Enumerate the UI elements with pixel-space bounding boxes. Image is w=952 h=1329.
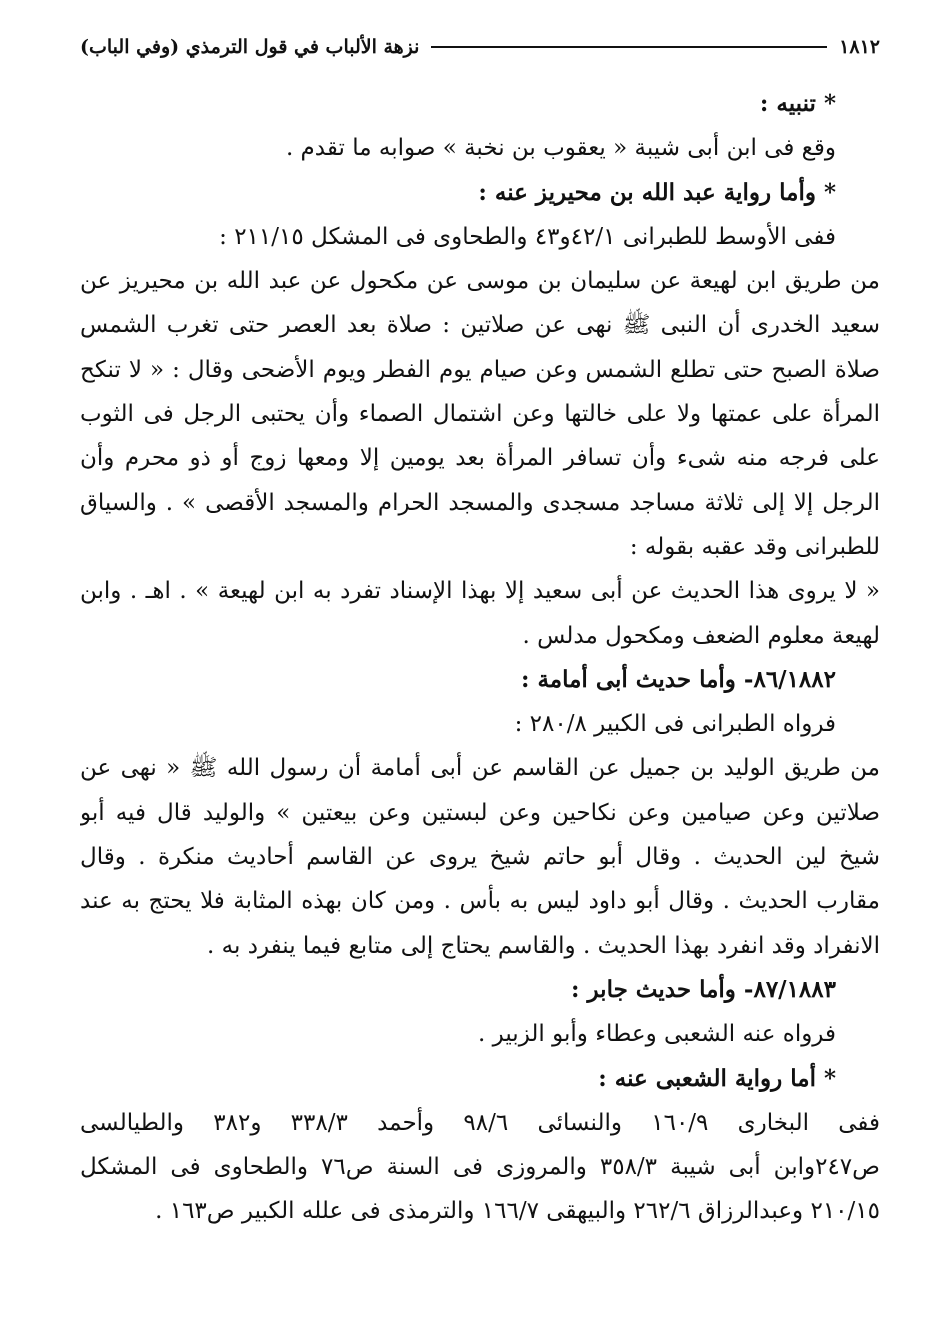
text-line: ٢١٠/١٥ وعبدالرزاق ٢٦٢/٦ والبيهقى ١٦٦/٧ والترمذى فى علله الكبير ص١٦٣ . <box>155 1198 880 1225</box>
text-line: ص٢٤٧وابن أبى شيبة ٣٥٨/٣ والمروزى فى السنة ص٧٦ والطحاوى فى المشكل <box>80 1154 880 1181</box>
text-line: وقع فى ابن أبى شيبة « يعقوب بن نخبة » صوابه ما تقدم . <box>285 135 836 162</box>
text-line: صلاة الصبح حتى تطلع الشمس وعن صيام يوم الفطر ويوم الأضحى وقال : « لا تنكح <box>80 356 880 383</box>
text-line: فرواه الطبرانى فى الكبير ٢٨٠/٨ : <box>514 711 836 738</box>
section-heading: * أما رواية الشعبى عنه : <box>598 1064 836 1092</box>
text-line: صلاتين وعن صيامين وعن نكاحين وعن لبستين وعن بيعتين » والوليد قال فيه أبو <box>80 799 880 826</box>
page-number: ١٨١٢ <box>839 36 880 58</box>
text-line: المرأة على عمتها ولا على خالتها وعن اشتمال الصماء وأن يحتبى الرجل فى الثوب <box>80 401 880 428</box>
text-line: الانفراد وقد انفرد بهذا الحديث . والقاسم يحتاج إلى متابع فيما ينفرد به . <box>207 932 880 959</box>
book-page <box>80 28 880 1308</box>
page-header <box>80 28 880 66</box>
text-line: ففى الأوسط للطبرانى ٤٢/١و٤٣ والطحاوى فى المشكل ٢١١/١٥ : <box>219 223 836 250</box>
body-text <box>80 82 880 1234</box>
text-line: للطبرانى وقد عقبه بقوله : <box>629 533 880 560</box>
text-line: من طريق الوليد بن جميل عن القاسم عن أبى أمامة أن رسول الله ﷺ « نهى عن <box>80 755 880 782</box>
text-line: شيخ لين الحديث . وقال أبو حاتم شيخ يروى عن القاسم أحاديث منكرة . وقال <box>80 844 880 871</box>
section-heading: ٨٧/١٨٨٣- وأما حديث جابر : <box>570 975 836 1003</box>
text-line: لهيعة معلوم الضعف ومكحول مدلس . <box>522 622 880 649</box>
section-heading: ٨٦/١٨٨٢- وأما حديث أبى أمامة : <box>520 665 836 693</box>
text-line: مقارب الحديث . وقال أبو داود ليس به بأس . ومن كان بهذه المثابة فلا يحتج به عند <box>80 888 880 915</box>
text-line: « لا يروى هذا الحديث عن أبى سعيد إلا بهذا الإسناد تفرد به ابن لهيعة » . اهـ . وابن <box>80 578 880 605</box>
section-heading: * وأما رواية عبد الله بن محيريز عنه : <box>478 178 836 206</box>
header-rule <box>431 46 827 48</box>
text-line: الرجل إلا إلى ثلاثة مساجد مسجدى والمسجد الحرام والمسجد الأقصى » . والسياق <box>80 489 880 516</box>
text-line: ففى البخارى ١٦٠/٩ والنسائى ٩٨/٦ وأحمد ٣٣٨/٣ و٣٨٢ والطيالسى <box>80 1109 880 1136</box>
text-line: على فرجه منه شىء وأن تسافر المرأة بعد يومين إلا ومعها زوج أو ذو محرم وأن <box>80 445 880 472</box>
text-line: من طريق ابن لهيعة عن سليمان بن موسى عن مكحول عن عبد الله بن محيريز عن <box>80 268 880 295</box>
section-heading: * تنبيه : <box>759 90 836 117</box>
running-title: نزهة الألباب في قول الترمذي (وفي الباب) <box>80 36 420 58</box>
text-line: فرواه عنه الشعبى وعطاء وأبو الزبير . <box>478 1021 836 1048</box>
text-line: سعيد الخدرى أن النبى ﷺ نهى عن صلاتين : صلاة بعد العصر حتى تغرب الشمس <box>80 312 880 339</box>
